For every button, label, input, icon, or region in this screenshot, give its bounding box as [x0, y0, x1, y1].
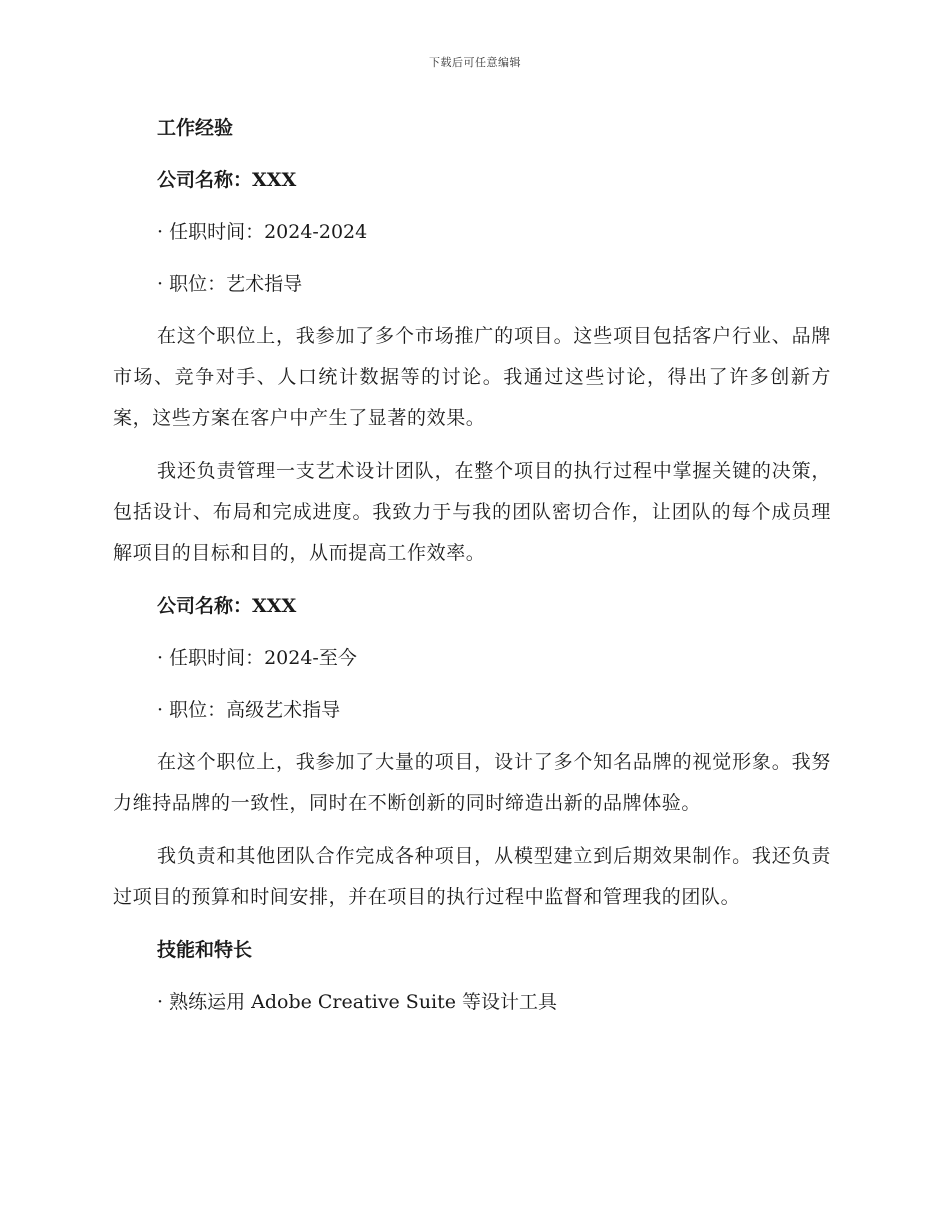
job-description-paragraph: 我还负责管理一支艺术设计团队，在整个项目的执行过程中掌握关键的决策，包括设计、布局和完成进度。我致力于与我的团队密切合作，让团队的每个成员理解项目的目标和目的，从而提高工作效率。: [113, 460, 831, 564]
job-description-paragraph: 我负责和其他团队合作完成各种项目，从模型建立到后期效果制作。我还负责过项目的预算和时间安排，并在项目的执行过程中监督和管理我的团队。: [113, 845, 831, 908]
job-tenure: · 任职时间：2024-至今: [157, 647, 357, 669]
section-title-work-experience: 工作经验: [157, 117, 234, 139]
page-header-note: 下载后可任意编辑: [429, 56, 521, 69]
job-description-paragraph: 在这个职位上，我参加了多个市场推广的项目。这些项目包括客户行业、品牌市场、竞争对手、人口统计数据等的讨论。我通过这些讨论，得出了许多创新方案，这些方案在客户中产生了显著的效果。: [113, 325, 831, 429]
job-tenure: · 任职时间：2024-2024: [157, 221, 368, 243]
job-entry: [113, 586, 831, 918]
company-name: 公司名称：XXX: [157, 595, 297, 617]
job-description-paragraph: 在这个职位上，我参加了大量的项目，设计了多个知名品牌的视觉形象。我努力维持品牌的一致性，同时在不断创新的同时缔造出新的品牌体验。: [113, 751, 831, 814]
section-title-skills: 技能和特长: [157, 939, 253, 961]
job-position: · 职位：艺术指导: [157, 273, 303, 295]
company-name: 公司名称：XXX: [157, 169, 297, 191]
job-position: · 职位：高级艺术指导: [157, 699, 341, 721]
skill-item: · 熟练运用 Adobe Creative Suite 等设计工具: [157, 991, 558, 1013]
resume-content: [113, 108, 831, 1034]
job-entry: [113, 160, 831, 574]
